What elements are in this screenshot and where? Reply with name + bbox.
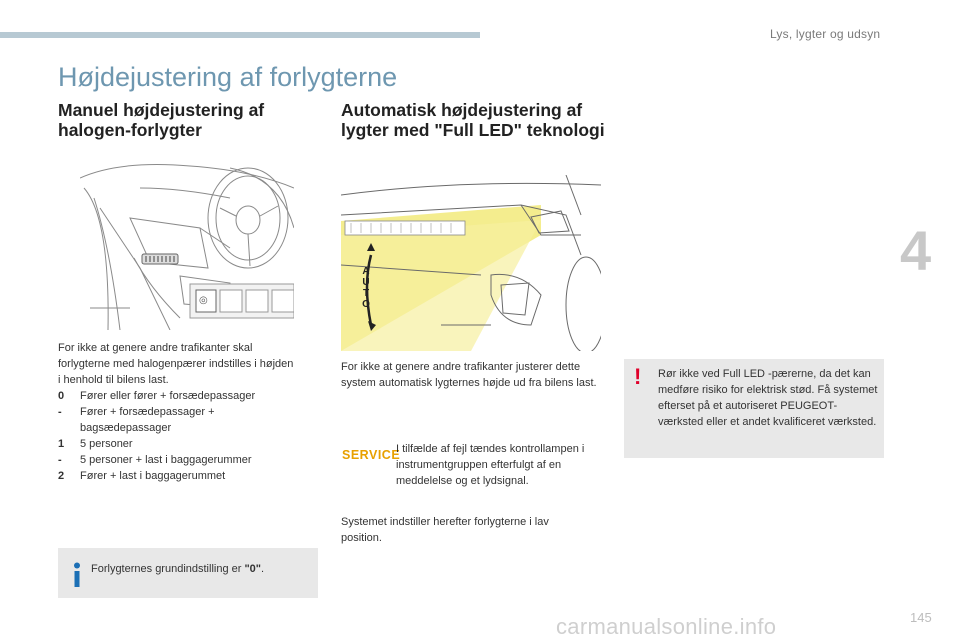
- page-number: 145: [910, 610, 932, 625]
- watermark: carmanualsonline.info: [556, 614, 777, 639]
- warning-box: [624, 359, 884, 458]
- page-title: Højdejustering af forlygterne: [58, 62, 398, 92]
- right-heading: Automatisk højdejustering af lygter med "Full LED" teknologi: [341, 100, 605, 140]
- left-intro: For ikke at genere andre trafikanter skal forlygterne med halogenpærer indstilles i højden i henhold til bilens last.: [58, 342, 294, 386]
- closing-text: Systemet indstiller herefter forlygterne i lav position.: [341, 516, 549, 544]
- list-item: - Fører + forsædepassager + bagsædepassager: [58, 406, 215, 434]
- list-item: 1 5 personer: [58, 438, 133, 450]
- dashboard-drawing: [80, 158, 294, 330]
- led-headlight-illustration: [341, 175, 601, 351]
- info-icon: [72, 562, 82, 588]
- left-heading: Manuel højdejustering af halogen-forlygter: [58, 100, 265, 140]
- service-warning-icon: SERVICE: [342, 448, 401, 462]
- section-title: Lys, lygter og udsyn: [770, 27, 881, 41]
- warning-text: Rør ikke ved Full LED -pærerne, da det kan medføre risiko for elektrisk stød. Få systemet efterset på et autoriseret PEUGEOT-værksted eller et andet kvalificeret værksted.: [658, 368, 878, 428]
- list-item: 2 Fører + last i baggagerummet: [58, 470, 226, 482]
- chapter-number: 4: [900, 219, 932, 282]
- service-text: I tilfælde af fejl tændes kontrollampen i instrumentgruppen efterfulgt af en meddelelse og et lydsignal.: [396, 443, 585, 487]
- list-item: 0 Fører eller fører + forsædepassager: [58, 390, 256, 402]
- auto-label: A U T O: [362, 266, 370, 310]
- info-box: [58, 548, 318, 598]
- right-intro: For ikke at genere andre trafikanter justerer dette system automatisk lygternes højde ud fra bilens last.: [341, 361, 597, 389]
- settings-list: [58, 388, 308, 484]
- header-bar: [0, 32, 480, 38]
- warning-icon: !: [634, 364, 642, 389]
- headlight-dial-icon: ◎: [199, 295, 208, 306]
- dashboard-illustration: [80, 158, 294, 330]
- headlight-drawing: [341, 175, 601, 351]
- info-text: Forlygternes grundindstilling er "0".: [91, 563, 265, 575]
- list-item: - 5 personer + last i baggagerummer: [58, 454, 252, 466]
